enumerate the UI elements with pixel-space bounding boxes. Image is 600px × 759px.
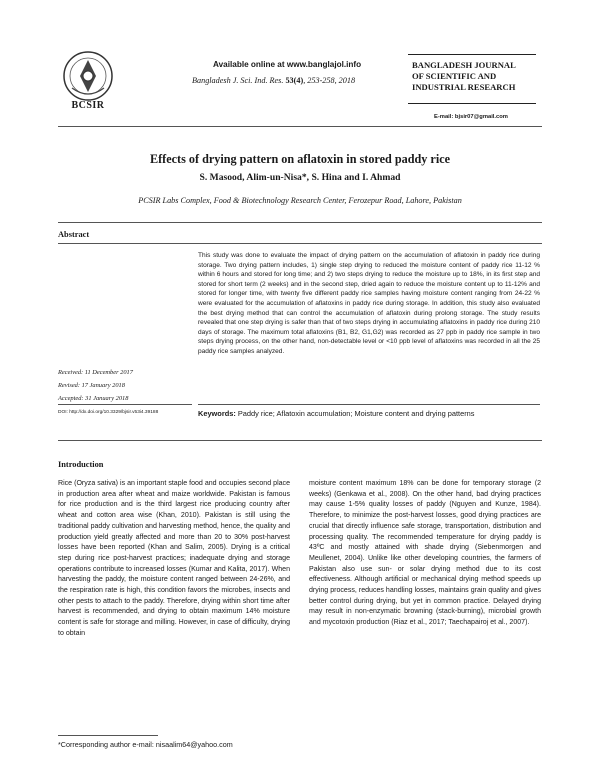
- intro-column-left: Rice (Oryza sativa) is an important staple food and occupies second place in production area after wheat and maize worldwide. Pakistan is famous for rice production and is the third largest rice producing country after wheat and cotton area wise (Khan, 2010). Pakistan is still using the traditional paddy cultivation and harvesting method, hence, the quality and production yield greatly affected and more than 20 to 30% post-harvest losses have been reported (Khan and Salim, 2005). Drying is a critical step during rice post-harvest practices; inadequate drying and storage operations contribute to increased losses (Kumar and Kalita, 2017). When harvesting the paddy, the moisture content ranged between 24-26%, and the respiration rate is high, this condition favors the microbes, insects and other pests to attach to the paddy. Therefore, drying within short time after harvest is recommended, and drying to obtain maximum 14% moisture content is safe for storage and milling. However, in case of difficulty, drying to obtain: [58, 480, 291, 637]
- corresponding-author-footnote: *Corresponding author e-mail: nisaalim64@yahoo.com: [58, 740, 233, 749]
- keywords: Keywords: Paddy rice; Aflatoxin accumulation; Moisture content and drying patterns: [198, 409, 475, 418]
- article-affiliation: PCSIR Labs Complex, Food & Biotechnology Research Center, Ferozepur Road, Lahore, Pakistan: [138, 196, 462, 205]
- journal-email: E-mail: bjsir07@gmail.com: [434, 114, 508, 120]
- keywords-rule: [198, 404, 540, 405]
- journal-name: BANGLADESH JOURNAL OF SCIENTIFIC AND INDUSTRIAL RESEARCH: [412, 60, 516, 92]
- received-date: Received: 11 December 2017: [58, 369, 133, 376]
- journal-citation: Bangladesh J. Sci. Ind. Res. 53(4), 253-258, 2018: [192, 76, 356, 85]
- intro-column-right: moisture content maximum 18% can be done for temporary storage (2 weeks) (Genkawa et al., 2008). On the other hand, bad drying practices may cause 1-5% quality losses of paddy (Nguyen and Kunze, 1984). Therefore, to minimize the post-harvest losses, good drying practices are crucial that directly influence safe storage, transportation, distribution and processing quality. The recommended temperature for drying paddy is 43ºC and mostly attained with shade drying (Siebenmorgen and Meullenet, 2004). Unlike like other developing countries, the farmers of Pakistan also use sun- or solar drying method due to its cost effectiveness. Although artificial or mechanical drying method speeds up drying process, reduces handling losses, maintains grain quality and gives better control during drying, but yet in common practice. Delayed drying may result in non-enzymatic browning (stack-burning), microbial growth and mycotoxin production (Riaz et al., 2017; Taechapairoj et al., 2007).: [309, 480, 541, 627]
- abstract-heading-rule: [58, 243, 542, 244]
- article-dates: [58, 366, 133, 405]
- journal-rule-top: [408, 54, 536, 55]
- doi-rule: [58, 404, 192, 405]
- bcsir-logo-icon: [58, 48, 118, 106]
- abstract-heading: Abstract: [58, 230, 90, 239]
- revised-date: Revised: 17 January 2018: [58, 382, 125, 389]
- bcsir-logo-text: BCSIR: [71, 100, 105, 111]
- introduction-heading: Introduction: [58, 460, 104, 469]
- abstract-top-rule: [58, 222, 542, 223]
- intro-top-rule: [58, 440, 542, 441]
- article-authors: S. Masood, Alim-un-Nisa*, S. Hina and I. Ahmad: [199, 172, 401, 183]
- article-title: Effects of drying pattern on aflatoxin in stored paddy rice: [149, 152, 451, 166]
- abstract-text: This study was done to evaluate the impact of drying pattern on the accumulation of aflatoxin in paddy rice during storage. Two drying pattern includes, 1) single step drying to reduced the moisture content of paddy rice 11-12 % within 6 hours and stored for long time; and 2) two steps drying to reduce the moisture up to 18%, in its first step and stored for short term (2 weeks) and in the second step, dried again to reduce the moisture content up to 11-12% and stored for longer time, with twenty five different paddy rice samples having moisture content ranging from 24-22 % were evaluated for the accumulation of aflatoxins in paddy rice during storage. In addition, this study also evaluated the best drying method that can control the accumulation of aflatoxin during prolong storage. The study results revealed that one step drying is safer than that of two steps drying in accumulating aflatoxins in paddy rice during 210 days of storage. The maximum total aflatoxins (B1, B2, G1,G2) was recorded as 27 ppb in paddy rice sample in two steps drying process, on the other hand, non-detectable level or <10 ppb level of aflatoxins was recorded in all the 25 paddy rice samples analyzed.: [198, 252, 540, 355]
- accepted-date: Accepted: 31 January 2018: [58, 395, 129, 402]
- doi-link[interactable]: DOI: http://dx.doi.org/10.3329/bjsir.v53i4.39188: [58, 410, 159, 415]
- available-online: Available online at www.banglajol.info: [213, 60, 362, 69]
- footnote-rule: [58, 735, 158, 736]
- header-divider: [58, 126, 542, 127]
- journal-rule-bottom: [408, 103, 536, 104]
